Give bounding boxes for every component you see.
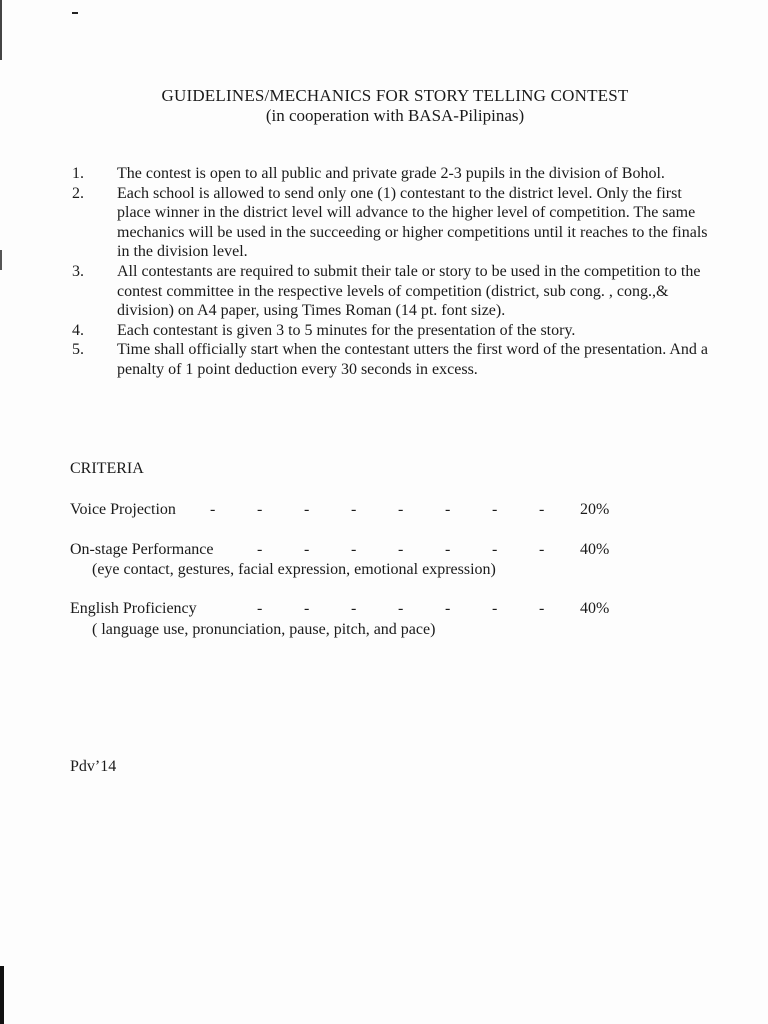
criteria-heading: CRITERIA: [70, 460, 144, 477]
criteria-name: Voice Projection: [70, 501, 176, 518]
criteria-percent: 40%: [580, 541, 610, 558]
guideline-number: 2.: [72, 184, 84, 202]
criteria-dashes: - - - - - - -: [257, 600, 545, 617]
guideline-text: Each school is allowed to send only one (1) contestant to the district level. Only the first place winner in the district level will advance to the higher level of competition. The same mechanics will be used in the succeeding or higher competitions until it reaches to the finals in the division level.: [117, 184, 708, 261]
scan-artifact-edge: [0, 966, 4, 1024]
criteria-row: [70, 600, 630, 620]
guideline-item: [72, 340, 712, 379]
criteria-name: On-stage Performance: [70, 541, 214, 558]
guideline-text: Each contestant is given 3 to 5 minutes for the presentation of the story.: [117, 321, 576, 339]
guideline-text: Time shall officially start when the contestant utters the first word of the presentation. And a penalty of 1 point deduction every 30 seconds in excess.: [117, 341, 708, 378]
criteria-detail: ( language use, pronunciation, pause, pitch, and pace): [92, 621, 436, 638]
guideline-item: [72, 164, 712, 184]
guideline-number: 5.: [72, 341, 84, 359]
guidelines-list: [72, 164, 712, 380]
criteria-row: [70, 541, 630, 561]
document-subtitle: (in cooperation with BASA-Pilipinas): [265, 106, 525, 125]
criteria-percent: 40%: [580, 600, 610, 617]
criteria-percent: 20%: [580, 501, 610, 518]
guideline-item: [72, 184, 712, 262]
footer-code: Pdv’14: [70, 758, 117, 775]
guideline-number: 3.: [72, 262, 84, 280]
criteria-row: [70, 501, 630, 521]
criteria-detail: (eye contact, gestures, facial expression, emotional expression): [92, 561, 496, 578]
scan-artifact-edge: [0, 0, 2, 60]
criteria-name: English Proficiency: [70, 600, 197, 617]
guideline-item: [72, 262, 712, 321]
criteria-dashes: - - - - - - - -: [210, 501, 545, 518]
guideline-text: The contest is open to all public and private grade 2-3 pupils in the division of Bohol.: [117, 165, 665, 182]
guideline-text: All contestants are required to submit their tale or story to be used in the competition to the contest committee in the respective levels of competition (district, sub cong. , cong.,& division) on A4 paper, using Times Roman (14 pt. font size).: [117, 262, 701, 320]
guideline-number: 1.: [72, 165, 84, 182]
guideline-number: 4.: [72, 321, 84, 339]
criteria-dashes: - - - - - - -: [257, 541, 545, 558]
scan-artifact-edge: [0, 250, 2, 270]
scan-artifact-mark: [72, 12, 78, 14]
document-title: GUIDELINES/MECHANICS FOR STORY TELLING CONTEST: [161, 86, 629, 105]
guideline-item: [72, 321, 712, 341]
